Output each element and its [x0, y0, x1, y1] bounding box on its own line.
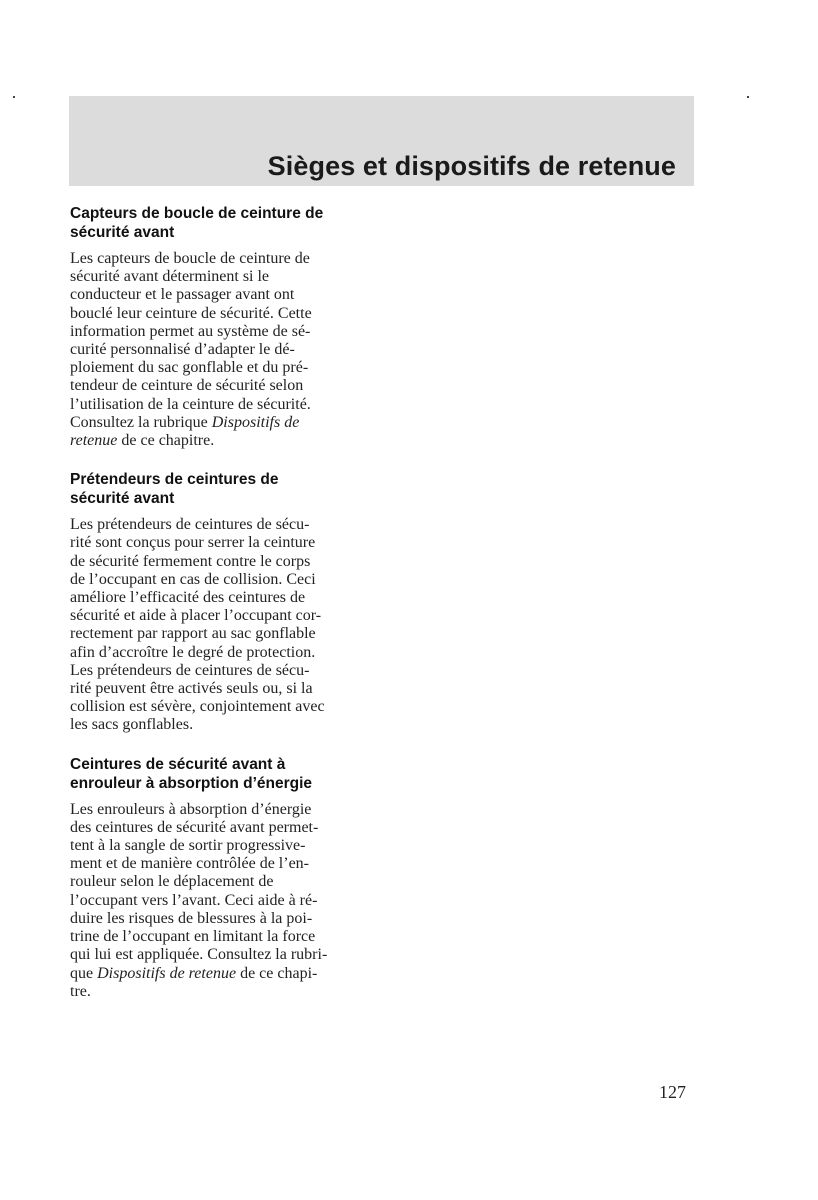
body-text-run: que	[70, 964, 98, 982]
section-seatbelt-buckle-sensors	[70, 204, 370, 450]
heading-line: sécurité avant	[70, 490, 175, 508]
section-energy-absorbing-retractors	[70, 755, 370, 1001]
body-line: qui lui est appliquée. Consultez la rubri-	[70, 946, 328, 964]
heading-line: Capteurs de boucle de ceinture de	[70, 205, 324, 222]
page-number: 127	[659, 1082, 686, 1102]
body-line	[70, 432, 370, 450]
body-line: rouleur selon le déplacement de	[70, 873, 274, 891]
body-line: ment et de manière contrôlée de l’en-	[70, 855, 309, 873]
body-line	[70, 965, 370, 983]
body-line: de sécurité fermement contre le corps	[70, 552, 311, 570]
body-line: tendeur de ceinture de sécurité selon	[70, 377, 304, 395]
body-line: améliore l’efficacité des ceintures de	[70, 589, 306, 607]
heading-line: Prétendeurs de ceintures de	[70, 471, 279, 489]
crop-mark-left	[13, 96, 15, 98]
body-line: Les prétendeurs de ceintures de sécu-	[70, 661, 310, 679]
body-line: sécurité avant déterminent si le	[70, 268, 270, 286]
body-line: rité peuvent être activés seuls ou, si la	[70, 680, 313, 698]
section-heading	[70, 470, 370, 508]
body-line: de l’occupant en cas de collision. Ceci	[70, 570, 316, 588]
section-pretensioners	[70, 470, 370, 734]
section-body	[70, 250, 370, 450]
body-line: conducteur et le passager avant ont	[70, 286, 295, 304]
body-line: tent à la sangle de sortir progressive-	[70, 837, 306, 855]
body-line	[70, 414, 370, 432]
body-line: Les prétendeurs de ceintures de sécu-	[70, 516, 310, 534]
heading-line: enrouleur à absorption d’énergie	[70, 774, 313, 792]
body-line: Les enrouleurs à absorption d’énergie	[70, 800, 312, 818]
body-line: duire les risques de blessures à la poi-	[70, 909, 313, 927]
section-heading	[70, 755, 370, 793]
body-text-run: de ce chapi-	[236, 964, 318, 982]
body-line: afin d’accroître le degré de protection.	[70, 643, 316, 661]
body-line: l’utilisation de la ceinture de sécurité.	[70, 395, 311, 413]
body-line: collision est sévère, conjointement avec	[70, 698, 325, 716]
body-line: trine de l’occupant en limitant la force	[70, 928, 316, 946]
body-line: l’occupant vers l’avant. Ceci aide à ré-	[70, 891, 318, 909]
cross-reference: Dispositifs de retenue	[97, 964, 237, 982]
body-line: rité sont conçus pour serrer la ceinture	[70, 534, 316, 552]
body-line: Les capteurs de boucle de ceinture de	[70, 250, 310, 267]
body-text-run: de ce chapitre.	[117, 432, 215, 450]
crop-mark-right	[747, 96, 749, 98]
main-column	[70, 204, 370, 1021]
chapter-title: Sièges et dispositifs de retenue	[267, 151, 676, 181]
body-line: ploiement du sac gonflable et du pré-	[70, 359, 309, 377]
body-line: sécurité et aide à placer l’occupant cor-	[70, 607, 322, 625]
section-body	[70, 801, 370, 1001]
body-line: tre.	[70, 982, 91, 1000]
body-line: curité personnalisé d’adapter le dé-	[70, 341, 295, 359]
section-heading	[70, 204, 370, 242]
heading-line: Ceintures de sécurité avant à	[70, 755, 286, 773]
cross-reference: Dispositifs de	[211, 413, 300, 431]
body-text-run: Consultez la rubrique	[70, 413, 212, 431]
body-line: rectement par rapport au sac gonflable	[70, 625, 316, 643]
body-line: les sacs gonflables.	[70, 716, 194, 734]
body-line: bouclé leur ceinture de sécurité. Cette	[70, 304, 312, 322]
chapter-header	[69, 96, 694, 186]
body-line: des ceintures de sécurité avant permet-	[70, 818, 319, 836]
heading-line: sécurité avant	[70, 224, 175, 241]
section-body	[70, 516, 370, 734]
cross-reference: retenue	[70, 432, 118, 450]
body-line: information permet au système de sé-	[70, 322, 311, 340]
